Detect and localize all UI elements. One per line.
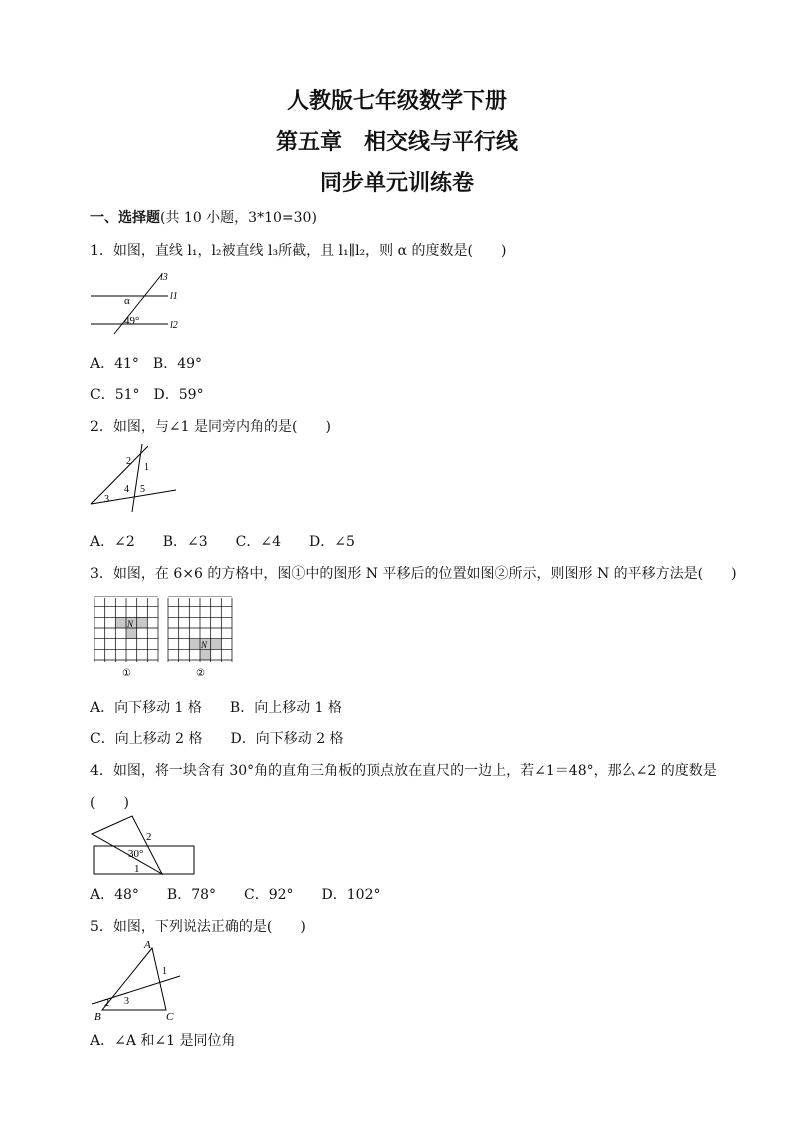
q2-label-4: 4 bbox=[124, 484, 129, 495]
q5-figure bbox=[86, 938, 186, 1024]
q3-caption-2: ② bbox=[196, 668, 205, 679]
q4-options: A．48° B．78° C．92° D．102° bbox=[90, 887, 381, 903]
q1-label-alpha: α bbox=[124, 295, 130, 307]
q1-options-ab: A．41° B．49° bbox=[90, 356, 203, 372]
q1-label-l2: l2 bbox=[170, 320, 178, 331]
q3-caption-1: ① bbox=[122, 668, 131, 679]
q5-label-2: 2 bbox=[104, 998, 109, 1009]
q3-label-n2: N bbox=[201, 640, 208, 650]
q1-label-49: 49° bbox=[124, 315, 140, 327]
q3-grid-1 bbox=[94, 596, 158, 662]
q1-stem: 1．如图，直线 l₁，l₂被直线 l₃所截，且 l₁∥l₂，则 α 的度数是( ) bbox=[90, 243, 507, 259]
q4-label-2: 2 bbox=[146, 831, 152, 843]
q5-label-B: B bbox=[94, 1011, 101, 1023]
q3-label-n1: N bbox=[127, 619, 134, 629]
section-name: 一、选择题 bbox=[90, 210, 160, 226]
q1-label-l3: l3 bbox=[160, 272, 168, 283]
q5-label-C: C bbox=[166, 1011, 174, 1023]
doc-subtitle: 同步单元训练卷 bbox=[319, 171, 474, 196]
q5-triangle bbox=[102, 948, 166, 1010]
q4-label-30: 30° bbox=[128, 848, 144, 860]
q2-label-2: 2 bbox=[126, 456, 131, 467]
section-heading bbox=[90, 207, 317, 227]
q2-label-3: 3 bbox=[104, 494, 109, 505]
q2-line-a bbox=[91, 446, 148, 504]
section-info: (共 10 小题，3*10=30) bbox=[160, 210, 317, 226]
q3-grid-2 bbox=[168, 596, 232, 662]
q3-stem: 3．如图，在 6×6 的方格中，图①中的图形 N 平移后的位置如图②所示，则图形 N 的平移方法是( ) bbox=[90, 566, 737, 582]
q5-stem: 5．如图，下列说法正确的是( ) bbox=[90, 919, 306, 935]
q2-figure bbox=[86, 440, 186, 512]
q5-option-a: A．∠A 和∠1 是同位角 bbox=[90, 1033, 236, 1049]
q3-figure bbox=[94, 596, 234, 682]
q4-paren: ( ) bbox=[90, 795, 129, 811]
q4-figure bbox=[88, 812, 200, 878]
q2-stem: 2．如图，与∠1 是同旁内角的是( ) bbox=[90, 419, 331, 435]
q1-label-l1: l1 bbox=[170, 291, 178, 302]
doc-title: 人教版七年级数学下册 bbox=[286, 89, 507, 114]
q4-triangle bbox=[92, 816, 162, 874]
q1-figure bbox=[86, 268, 196, 338]
q5-label-1: 1 bbox=[162, 966, 167, 977]
q5-label-A: A bbox=[144, 939, 151, 951]
q2-line-c bbox=[132, 444, 142, 512]
q3-options-ab: A．向下移动 1 格 B．向上移动 1 格 bbox=[90, 700, 343, 716]
q5-label-3: 3 bbox=[124, 996, 129, 1007]
q1-options-cd: C．51° D．59° bbox=[90, 387, 204, 403]
q2-label-1: 1 bbox=[144, 462, 149, 473]
q4-label-1: 1 bbox=[134, 863, 140, 875]
q3-options-cd: C．向上移动 2 格 D．向下移动 2 格 bbox=[90, 731, 344, 747]
q2-options: A．∠2 B．∠3 C．∠4 D．∠5 bbox=[90, 534, 355, 550]
chapter-title: 第五章 相交线与平行线 bbox=[275, 130, 518, 155]
q4-stem: 4．如图，将一块含有 30°角的直角三角板的顶点放在直尺的一边上，若∠1＝48°，那么∠2 的度数是 bbox=[90, 763, 717, 779]
q2-label-5: 5 bbox=[140, 484, 145, 495]
